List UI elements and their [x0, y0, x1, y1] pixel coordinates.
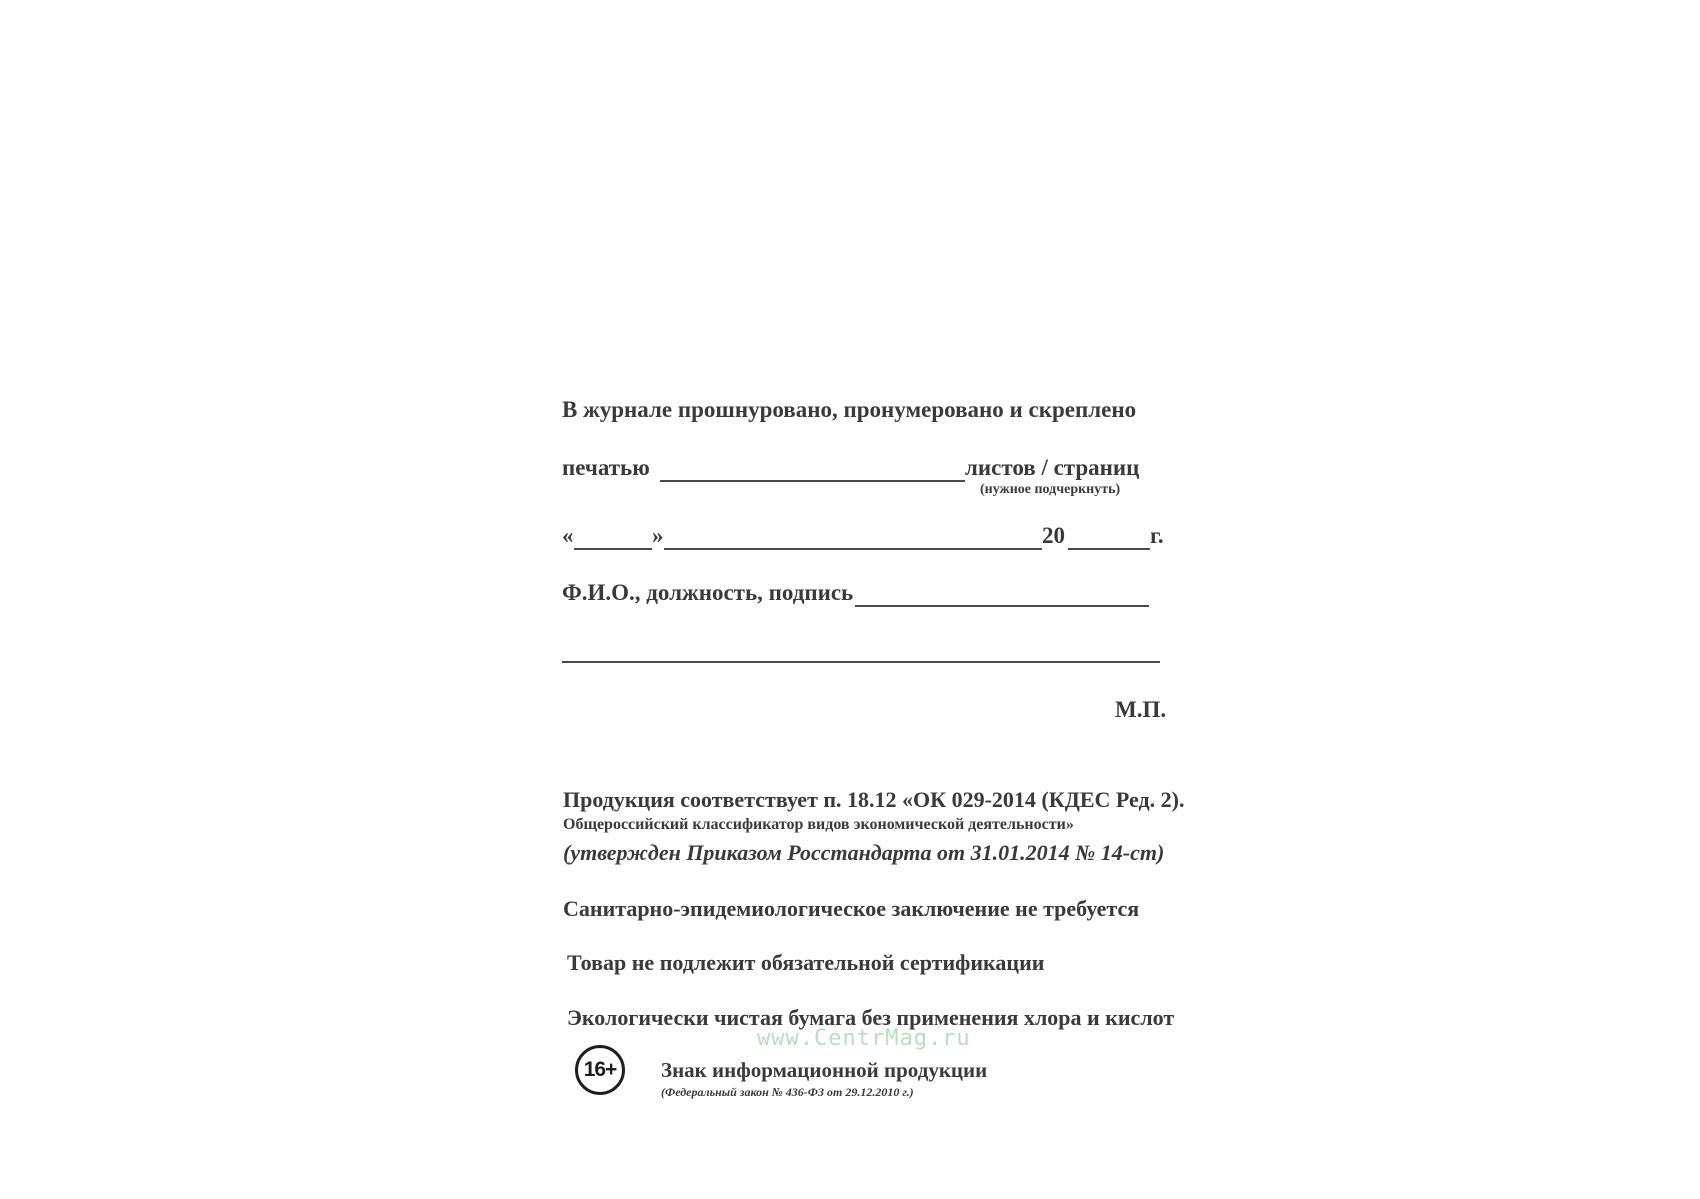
year-suffix: г. — [1150, 523, 1164, 548]
seal-label: печатью — [562, 455, 650, 480]
date-quote-close: » — [652, 523, 664, 548]
date-quote-open: « — [562, 523, 574, 548]
age-rating-16-icon: 16+ — [575, 1045, 625, 1095]
signature-label: Ф.И.О., должность, подпись — [562, 580, 854, 605]
compliance-line-2: Общероссийский классификатор видов экономической деятельности» — [563, 816, 1074, 833]
sheets-pages-label: листов / страниц — [965, 455, 1140, 480]
age-rating-label: Знак информационной продукции — [661, 1058, 988, 1082]
sheets-count-line[interactable] — [660, 480, 965, 482]
sanitary-note: Санитарно-эпидемиологическое заключение не требуется — [563, 896, 1140, 921]
compliance-line-3: (утвержден Приказом Росстандарта от 31.01.2014 № 14-ст) — [563, 840, 1165, 865]
year-line[interactable] — [1068, 548, 1150, 550]
underline-hint: (нужное подчеркнуть) — [980, 482, 1121, 497]
certification-note: Товар не подлежит обязательной сертификации — [567, 950, 1045, 975]
signature-line[interactable] — [855, 605, 1149, 607]
compliance-line-1: Продукция соответствует п. 18.12 «ОК 029-2014 (КДЕС Ред. 2). — [563, 787, 1185, 812]
stamp-place: М.П. — [1115, 697, 1167, 722]
year-prefix: 20 — [1042, 523, 1065, 548]
signature-line-2[interactable] — [562, 661, 1160, 663]
ecology-note: Экологически чистая бумага без применения хлора и кислот — [567, 1005, 1175, 1030]
day-line[interactable] — [574, 548, 652, 550]
certification-heading: В журнале прошнуровано, пронумеровано и скреплено — [562, 397, 1137, 422]
age-rating-law: (Федеральный закон № 436-ФЗ от 29.12.2010 г.) — [661, 1085, 914, 1099]
month-line[interactable] — [664, 548, 1042, 550]
watermark: www.CentrMag.ru — [757, 1026, 971, 1051]
